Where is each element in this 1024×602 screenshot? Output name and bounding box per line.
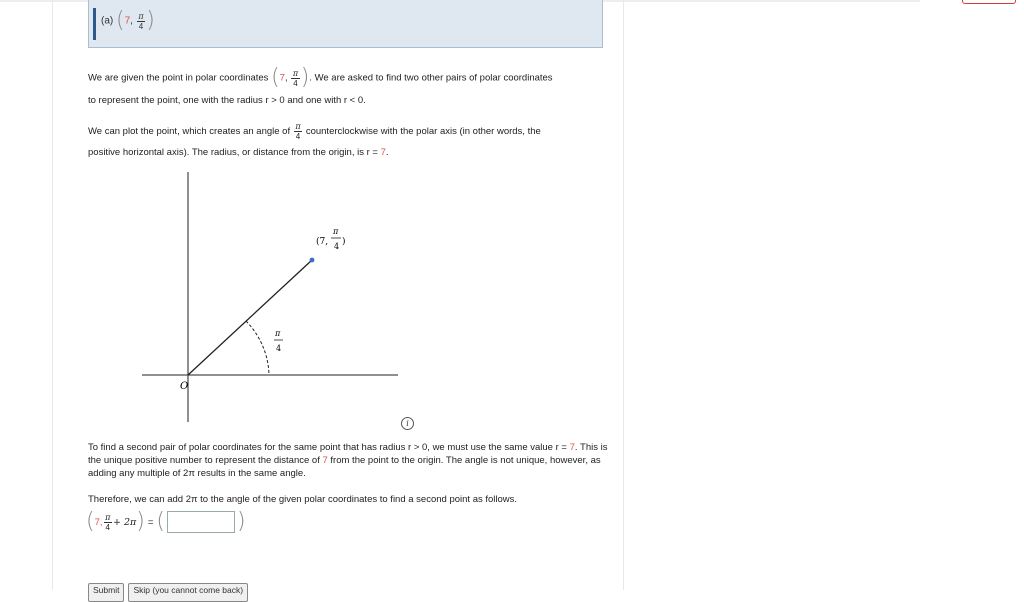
intro-theta-den: 4 [293,78,298,88]
part-label [101,8,155,33]
radius-ray [188,260,312,375]
second-pair-explanation [88,441,608,480]
result-close-paren: ) [237,509,246,534]
skip-button[interactable]: Skip (you cannot come back) [128,583,248,602]
polar-graph-svg [142,168,404,430]
point-label-close: ) [342,237,346,247]
intro-open-paren: ( [271,65,280,90]
part-letter: (a) [101,15,114,27]
point-label-r: (7, [316,237,329,247]
answer-input[interactable] [167,511,235,533]
answer-theta-den: 4 [105,522,110,532]
plot-line-2 [88,146,608,159]
intro-line-1: We are given the point in polar coordinates (7, $\frac{\pi}{4}$ ). We are asked to find two other pairs of polar coordinates [88,65,553,90]
explanation-part-1: To find a second pair of polar coordinates for the same point that has radius r > 0, we must use the same value r = [88,442,567,453]
submit-button[interactable]: Submit [88,583,124,602]
action-buttons [88,583,248,602]
plot-text-before: We can plot the point, which creates an angle of [88,126,291,138]
origin-label: O [180,381,189,392]
plot-text-after: counterclockwise with the polar axis (in other words, the [305,126,541,138]
add-2pi-statement: Therefore, we can add 2π to the angle of the given polar coordinates to find a second point as follows. [88,494,518,505]
plot-line2-text: positive horizontal axis). The radius, or distance from the origin, is r = [88,147,378,158]
part-theta-num: π [138,11,144,21]
intro-theta-fraction [291,69,299,88]
angle-label-num: π [275,329,281,338]
left-column-border [52,0,53,590]
intro-r: 7 [279,72,285,84]
part-theta-fraction [137,12,145,31]
top-right-tab[interactable] [962,0,1016,4]
polar-graph [142,168,404,433]
polar-point [310,258,315,263]
intro-close-paren: ) [300,65,310,90]
explanation-part-2: . This is the unique positive number to represent the distance of [88,442,608,466]
angle-arc [246,321,269,375]
answer-r: 7, [94,516,103,528]
part-header-accent-bar [93,8,96,40]
open-paren: ( [116,8,125,33]
plot-line-1 [88,122,608,141]
plot-line2-end: . [385,147,389,158]
explanation-part-3: from the point to the origin. The angle is not unique, however, as adding any multiple of 2π results in the same angle. [88,455,601,479]
plot-line2-r: 7 [380,147,386,158]
part-header [88,0,603,48]
answer-theta-fraction [104,513,112,532]
answer-open-paren: ( [86,509,95,534]
close-paren: ) [146,8,155,33]
angle-label-den: 4 [276,344,282,353]
intro-text-after: . We are asked to find two other pairs of polar coordinates [309,72,553,84]
part-theta-den: 4 [138,21,144,31]
answer-close-paren-left: ) [136,509,145,534]
right-column-border [623,0,624,590]
plot-theta-den: 4 [295,132,301,141]
intro-line-2: to represent the point, one with the radius r > 0 and one with r < 0. [88,95,366,106]
plot-theta-num: π [295,122,301,131]
answer-equals: = [147,516,154,528]
explanation-r-1: 7 [569,442,575,453]
part-r: 7 [124,15,131,27]
point-label-num: π [333,227,339,236]
intro-theta-num: π [292,68,299,78]
explanation-r-2: 7 [322,455,328,466]
answer-plus-2pi: + 2π [112,516,137,528]
answer-theta-num: π [105,512,111,522]
answer-expression [86,511,246,533]
result-open-paren: ( [156,509,166,534]
point-label-den: 4 [334,242,340,251]
plot-theta-fraction [294,122,302,141]
intro-text-before: We are given the point in polar coordinates [88,72,269,84]
info-icon[interactable]: i [401,417,414,430]
part-comma: , [130,15,133,27]
